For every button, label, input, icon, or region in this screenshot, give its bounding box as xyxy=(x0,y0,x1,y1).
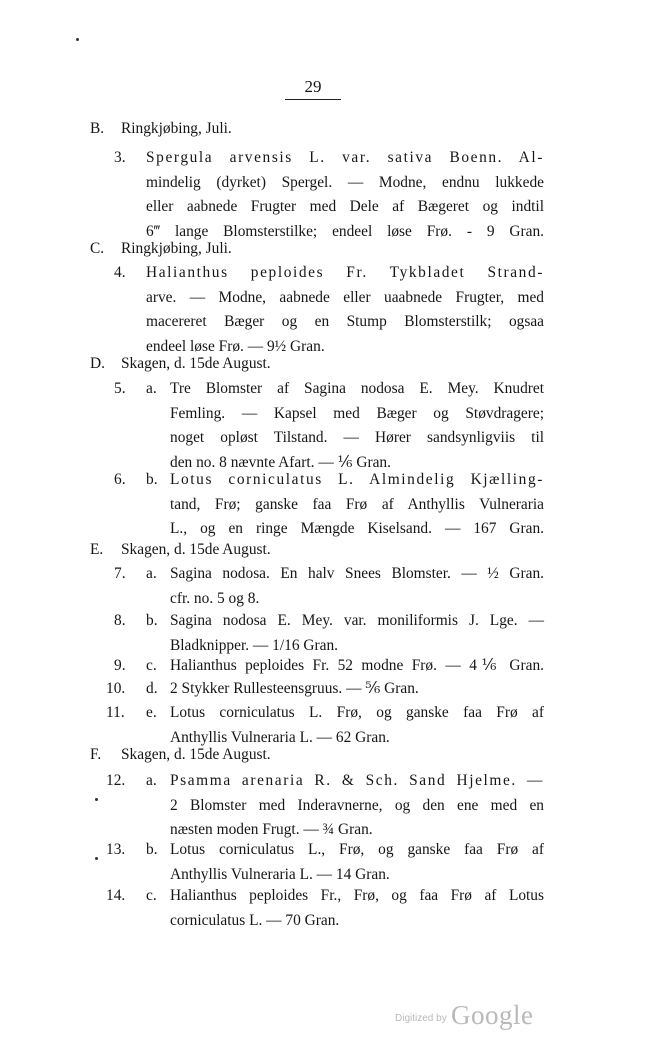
entry-5 xyxy=(114,377,544,475)
entry-line: macereret Bæger og en Stump Blomsterstilk; ogsaa xyxy=(146,313,544,330)
section-key: F. xyxy=(90,746,102,763)
entry-10 xyxy=(106,677,544,702)
entry-line: Femling. — Kapsel med Bæger og Støvdragere; xyxy=(170,404,544,422)
entry-line: Lotus corniculatus L. Almindelig Kjælling- xyxy=(170,471,544,488)
entry-number: 8. xyxy=(114,612,126,629)
entry-line: Halianthus peploides Fr. 52 modne Frø. — 4⅙ Gran. xyxy=(170,657,544,674)
section-key: B. xyxy=(90,120,105,137)
entry-sub-letter: b. xyxy=(146,612,158,629)
entry-line: endeel løse Frø. — 9½ Gran. xyxy=(146,337,325,355)
entry-line: arve. — Modne, aabnede eller uaabnede Frugter, med xyxy=(146,288,544,306)
entry-line: 2 Stykker Rullesteensgruus. — ⅚ Gran. xyxy=(170,680,419,697)
scan-speck xyxy=(76,38,79,41)
entry-14 xyxy=(106,884,544,933)
entry-number: 9. xyxy=(114,657,126,674)
section-key: E. xyxy=(90,541,104,558)
scan-speck xyxy=(95,857,98,860)
section-place-date: Ringkjøbing, Juli. xyxy=(121,240,232,257)
entry-number: 6. xyxy=(114,471,126,488)
entry-line: Anthyllis Vulneraria L. — 62 Gran. xyxy=(170,728,390,746)
entry-3 xyxy=(114,146,544,244)
google-logo-text: Google xyxy=(450,1000,534,1030)
entry-4 xyxy=(114,261,544,359)
entry-line: Anthyllis Vulneraria L. — 14 Gran. xyxy=(170,865,390,883)
entry-number: 14. xyxy=(106,887,126,904)
entry-line: den no. 8 nævnte Afart. — ⅙ Gran. xyxy=(170,453,391,471)
entry-sub-letter: c. xyxy=(146,657,157,674)
section-f-heading xyxy=(90,743,271,768)
entry-number: 10. xyxy=(106,680,126,697)
entry-number: 3. xyxy=(114,149,126,166)
section-c-heading xyxy=(90,237,232,262)
entry-sub-letter: b. xyxy=(146,841,158,858)
entry-line: Psamma arenaria R. & Sch. Sand Hjelme. — xyxy=(170,772,544,789)
section-key: D. xyxy=(90,355,105,372)
entry-line: Lotus corniculatus L., Frø, og ganske faa Frø af xyxy=(170,841,544,858)
entry-line: Halianthus peploides Fr. Tykbladet Strand- xyxy=(146,264,544,281)
entry-number: 4. xyxy=(114,264,126,281)
entry-number: 13. xyxy=(106,841,126,858)
entry-6 xyxy=(114,468,544,542)
entry-line: noget opløst Tilstand. — Hører sandsynligviis til xyxy=(170,429,544,446)
entry-12 xyxy=(106,769,544,843)
entry-7 xyxy=(114,562,544,611)
entry-line: mindelig (dyrket) Spergel. — Modne, endnu lukkede xyxy=(146,173,544,191)
entry-line: eller aabnede Frugter med Dele af Bægeret og indtil xyxy=(146,198,544,215)
section-d-heading xyxy=(90,352,271,377)
entry-line: 2 Blomster med Inderavnerne, og den ene med en xyxy=(170,796,544,814)
section-e-heading xyxy=(90,538,271,563)
entry-sub-letter: c. xyxy=(146,887,157,904)
entry-line: Lotus corniculatus L. Frø, og ganske faa Frø af xyxy=(170,704,544,721)
entry-line: Spergula arvensis L. var. sativa Boenn. Al- xyxy=(146,149,544,166)
entry-8 xyxy=(114,609,544,658)
entry-sub-letter: d. xyxy=(146,680,158,697)
entry-sub-letter: e. xyxy=(146,704,157,721)
entry-line: Halianthus peploides Fr., Frø, og faa Frø af Lotus xyxy=(170,887,544,904)
entry-line: Sagina nodosa E. Mey. var. moniliformis J. Lge. — xyxy=(170,612,544,629)
entry-number: 7. xyxy=(114,565,126,582)
entry-line: cfr. no. 5 og 8. xyxy=(170,589,260,607)
digitized-by-google-watermark xyxy=(395,1000,534,1032)
scan-speck xyxy=(95,798,98,801)
entry-line: Sagina nodosa. En halv Snees Blomster. — ½ Gran. xyxy=(170,565,544,582)
entry-line: L., og en ringe Mængde Kiselsand. — 167 Gran. xyxy=(170,520,544,537)
entry-number: 5. xyxy=(114,380,126,397)
entry-line: Bladknipper. — 1/16 Gran. xyxy=(170,636,338,654)
section-place-date: Ringkjøbing, Juli. xyxy=(121,120,232,137)
entry-line: 6‴ lange Blomsterstilke; endeel løse Frø. - 9 Gran. xyxy=(146,222,544,240)
entry-9 xyxy=(114,654,544,679)
section-b-heading xyxy=(90,117,232,142)
page-number: 29 xyxy=(285,76,341,100)
entry-line: corniculatus L. — 70 Gran. xyxy=(170,911,340,929)
entry-sub-letter: a. xyxy=(146,772,157,789)
entry-line: tand, Frø; ganske faa Frø af Anthyllis Vulneraria xyxy=(170,495,544,513)
section-place-date: Skagen, d. 15de August. xyxy=(121,746,271,763)
entry-number: 12. xyxy=(106,772,126,789)
entry-number: 11. xyxy=(106,704,125,721)
section-place-date: Skagen, d. 15de August. xyxy=(121,355,271,372)
section-key: C. xyxy=(90,240,105,257)
entry-line: næsten moden Frugt. — ¾ Gran. xyxy=(170,821,373,838)
watermark-prefix: Digitized by xyxy=(395,1013,447,1024)
entry-line: Tre Blomster af Sagina nodosa E. Mey. Knudret xyxy=(170,380,544,397)
section-place-date: Skagen, d. 15de August. xyxy=(121,541,271,558)
entry-sub-letter: a. xyxy=(146,565,157,582)
entry-sub-letter: a. xyxy=(146,380,157,397)
entry-sub-letter: b. xyxy=(146,471,158,488)
entry-13 xyxy=(106,838,544,887)
